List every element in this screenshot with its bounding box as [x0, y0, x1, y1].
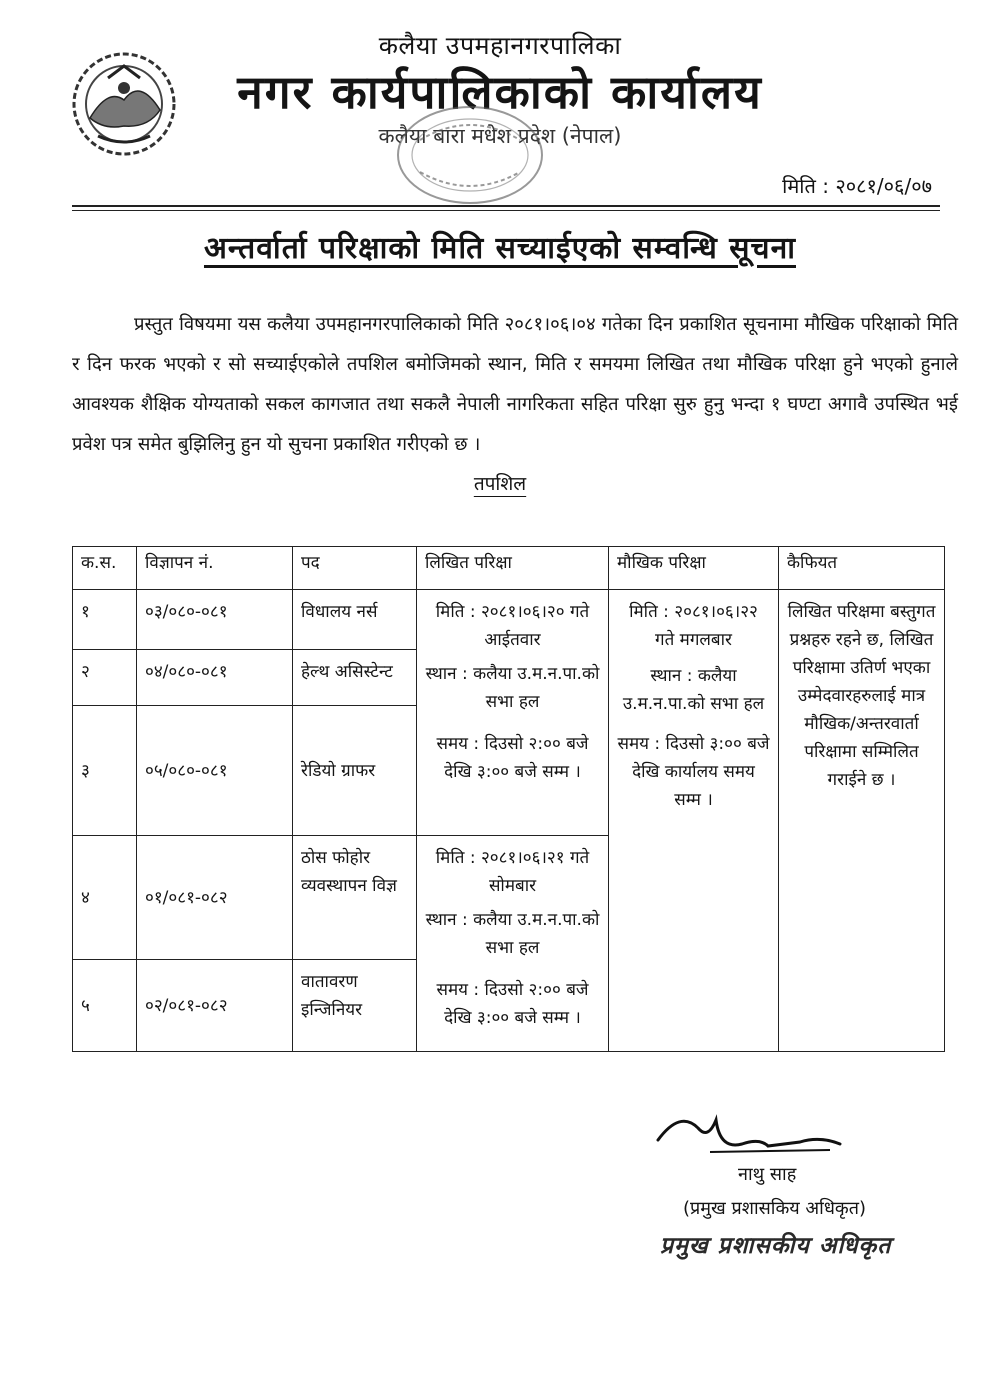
header-divider — [72, 205, 940, 207]
oral-exam-cell — [609, 590, 779, 1052]
row-post: वातावरण इन्जिनियर — [293, 960, 417, 1052]
row-sn: ५ — [73, 960, 137, 1052]
written-exam-cell-1 — [417, 590, 609, 836]
designation-stamp: प्रमुख प्रशासकीय अधिकृत — [660, 1233, 892, 1259]
row-post: रेडियो ग्राफर — [293, 706, 417, 836]
schedule-table — [72, 546, 945, 1052]
office-seal-icon — [380, 100, 550, 210]
signer-title: (प्रमुख प्रशासकिय अधिकृत) — [683, 1198, 867, 1219]
col-header-ad-no: विज्ञापन नं. — [137, 547, 293, 590]
col-header-oral: मौखिक परिक्षा — [609, 547, 779, 590]
row-sn: ४ — [73, 836, 137, 960]
table-header-row — [73, 547, 945, 590]
written-time: समय : दिउसो २:०० बजे देखि ३:०० बजे सम्म । — [436, 980, 589, 1028]
row-post: ठोस फोहोर व्यवस्थापन विज्ञ — [293, 836, 417, 960]
row-ad-no: ०५/०८०-०८१ — [137, 706, 293, 836]
row-post: हेल्थ असिस्टेन्ट — [293, 650, 417, 706]
oral-place: स्थान : कलैया उ.म.न.पा.को सभा हल — [622, 666, 765, 714]
written-time: समय : दिउसो २:०० बजे देखि ३:०० बजे सम्म । — [436, 734, 589, 782]
written-day: आईतवार — [484, 630, 541, 650]
notice-subject-text: अन्तर्वार्ता परिक्षाको मिति सच्याईएको सम्वन्धि सूचना — [203, 231, 796, 266]
col-header-sn: क.स. — [73, 547, 137, 590]
col-header-remarks: कैफियत — [779, 547, 945, 590]
municipality-name: कलैया उपमहानगरपालिका — [378, 31, 622, 60]
remarks-cell: लिखित परिक्षमा बस्तुगत प्रश्नहरु रहने छ, लिखित परिक्षामा उतिर्ण भएका उम्मेदवारहरुलाई मात्र मौखिक/अन्तरवार्ता परिक्षामा सम्मिलित गराईने छ । — [779, 590, 945, 1052]
office-title: नगर कार्यपालिकाको कार्यालय — [237, 65, 763, 119]
row-sn: २ — [73, 650, 137, 706]
written-date: मिति : २०८१।०६।२१ गते — [435, 848, 590, 868]
written-place: स्थान : कलैया उ.म.न.पा.को सभा हल — [425, 910, 600, 958]
signature-scribble-icon — [650, 1100, 850, 1160]
row-ad-no: ०३/०८०-०८१ — [137, 590, 293, 650]
oral-date: मिति : २०८१।०६।२२ गते मगलबार — [629, 602, 758, 650]
notice-subject — [0, 226, 1000, 267]
row-sn: १ — [73, 590, 137, 650]
row-ad-no: ०२/०८१-०८२ — [137, 960, 293, 1052]
col-header-written: लिखित परिक्षा — [417, 547, 609, 590]
oral-time: समय : दिउसो ३:०० बजे देखि कार्यालय समय सम्म । — [617, 734, 770, 810]
notice-date: मिति : २०८१/०६/०७ — [782, 174, 932, 198]
row-sn: ३ — [73, 706, 137, 836]
table-row — [73, 590, 945, 650]
written-day: सोमबार — [488, 876, 537, 896]
col-header-post: पद — [293, 547, 417, 590]
row-ad-no: ०१/०८१-०८२ — [137, 836, 293, 960]
signer-name: नाथु साह — [738, 1164, 797, 1185]
schedule-title: तपशिल — [473, 473, 527, 495]
notice-body: प्रस्तुत विषयमा यस कलैया उपमहानगरपालिकाको मिति २०८१।०६।०४ गतेका दिन प्रकाशित सूचनामा मौखिक परिक्षाको मिति र दिन फरक भएको र सो सच्याईएकोले तपशिल बमोजिमको स्थान, मिति र समयमा लिखित तथा मौखिक परिक्षा हुने भएको हुनाले आवश्यक शैक्षिक योग्यताको सकल कागजात तथा सकलै नेपाली नागरिकता सहित परिक्षा सुरु हुनु भन्दा १ घण्टा अगावै उपस्थित भई प्रवेश पत्र समेत बुझिलिनु हुन यो सुचना प्रकाशित गरीएको छ । — [72, 314, 958, 455]
header-divider-thin — [72, 210, 940, 211]
row-ad-no: ०४/०८०-०८१ — [137, 650, 293, 706]
written-exam-cell-2 — [417, 836, 609, 1052]
row-post: विधालय नर्स — [293, 590, 417, 650]
written-place: स्थान : कलैया उ.म.न.पा.को सभा हल — [425, 664, 600, 712]
office-address: कलैया बारा मधेश प्रदेश (नेपाल) — [378, 124, 622, 148]
written-date: मिति : २०८१।०६।२० गते — [435, 602, 590, 622]
